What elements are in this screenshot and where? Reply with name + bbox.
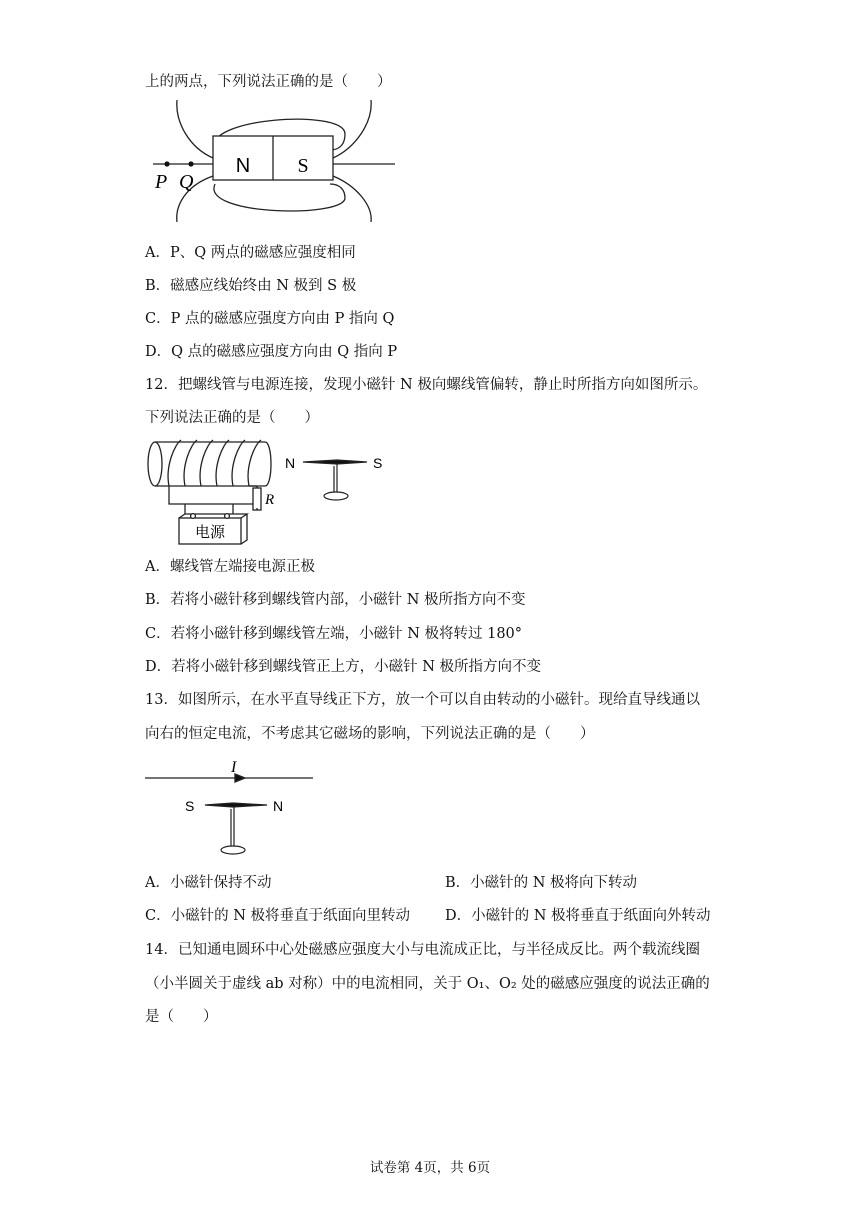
q12-resistor-label: R xyxy=(265,492,275,508)
q12-power-label: 电源 xyxy=(194,523,226,541)
q13-option-d: D．小磁针的 N 极将垂直于纸面向外转动 xyxy=(445,908,711,924)
q11-point-p: P xyxy=(155,171,168,193)
q13-wire-compass-figure xyxy=(145,756,325,860)
q11-stem-tail: 上的两点，下列说法正确的是（ ） xyxy=(145,74,392,90)
q13-option-c: C．小磁针的 N 极将垂直于纸面向里转动 xyxy=(145,908,410,924)
q12-option-d: D．若将小磁针移到螺线管正上方，小磁针 N 极所指方向不变 xyxy=(145,659,542,675)
page-footer: 试卷第 4页，共 6页 xyxy=(369,1160,491,1176)
q13-needle-n: N xyxy=(273,798,284,814)
q13-option-b: B．小磁针的 N 极将向下转动 xyxy=(445,875,638,891)
q11-option-c: C．P 点的磁感应强度方向由 P 指向 Q xyxy=(145,311,395,327)
q12-option-c: C．若将小磁针移到螺线管左端，小磁针 N 极将转过 180° xyxy=(145,626,523,642)
q14-stem-line1: 14．已知通电圆环中心处磁感应强度大小与电流成正比，与半径成反比。两个载流线圈 xyxy=(145,942,700,958)
q11-point-q: Q xyxy=(179,171,194,193)
q11-pole-s: S xyxy=(297,155,309,177)
q13-stem-line2: 向右的恒定电流，不考虑其它磁场的影响，下列说法正确的是（ ） xyxy=(145,726,595,742)
q14-stem-line2: （小半圆关于虚线 ab 对称）中的电流相同，关于 O₁、O₂ 处的磁感应强度的说法正确的 xyxy=(145,976,710,992)
q11-bar-magnet-figure xyxy=(145,98,405,226)
q13-needle-s: S xyxy=(185,798,195,814)
q12-needle-s: S xyxy=(373,455,383,471)
q12-stem-line2: 下列说法正确的是（ ） xyxy=(145,410,319,426)
q11-option-d: D．Q 点的磁感应强度方向由 Q 指向 P xyxy=(145,344,398,360)
q12-needle-n: N xyxy=(285,455,296,471)
q12-option-a: A．螺线管左端接电源正极 xyxy=(145,559,315,575)
q13-current-label: I xyxy=(231,759,237,776)
q13-stem-line1: 13．如图所示，在水平直导线正下方，放一个可以自由转动的小磁针。现给直导线通以 xyxy=(145,692,700,708)
q11-option-a: A．P、Q 两点的磁感应强度相同 xyxy=(145,245,356,261)
q12-stem-line1: 12．把螺线管与电源连接，发现小磁针 N 极向螺线管偏转，静止时所指方向如图所示。 xyxy=(145,377,708,393)
q12-solenoid-figure xyxy=(145,436,405,548)
q12-option-b: B．若将小磁针移到螺线管内部，小磁针 N 极所指方向不变 xyxy=(145,592,526,608)
q14-stem-line3: 是（ ） xyxy=(145,1009,218,1025)
q13-option-a: A．小磁针保持不动 xyxy=(145,875,272,891)
q11-pole-n: N xyxy=(235,155,251,177)
q11-option-b: B．磁感应线始终由 N 极到 S 极 xyxy=(145,278,357,294)
